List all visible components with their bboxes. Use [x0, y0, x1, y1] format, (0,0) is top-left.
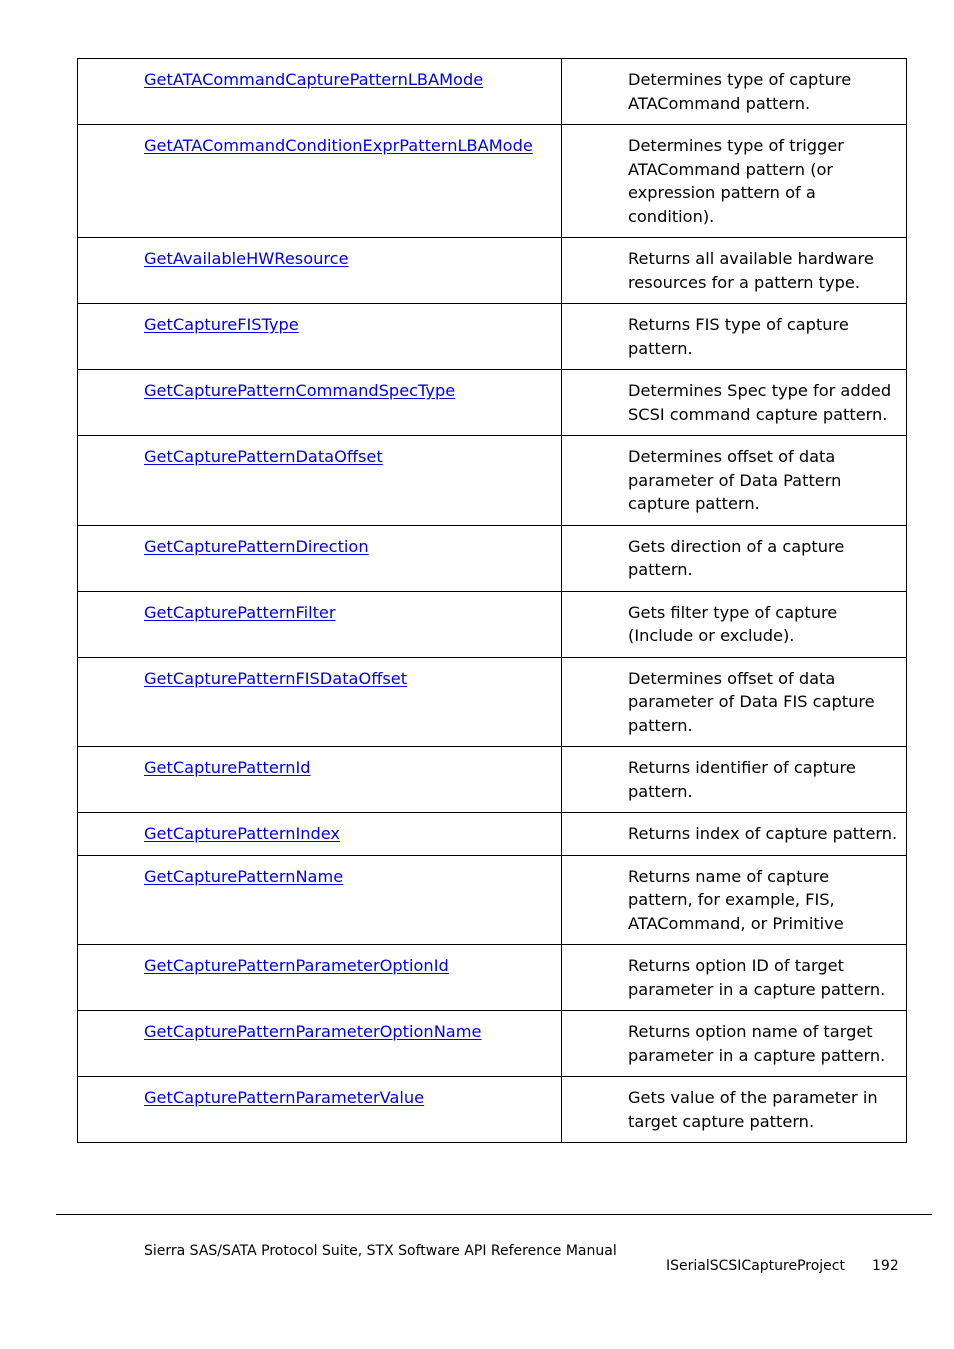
description-cell: Returns FIS type of capture pattern.	[562, 304, 907, 370]
method-link[interactable]: GetCapturePatternId	[144, 758, 311, 777]
method-link[interactable]: GetCapturePatternParameterOptionName	[144, 1022, 482, 1041]
method-cell	[78, 657, 562, 747]
description-cell: Determines type of trigger ATACommand pattern (or expression pattern of a condition).	[562, 125, 907, 238]
footer-divider	[56, 1214, 932, 1215]
table-row	[78, 1011, 907, 1077]
description-cell: Gets filter type of capture (Include or exclude).	[562, 591, 907, 657]
description-cell: Returns name of capture pattern, for example, FIS, ATACommand, or Primitive	[562, 855, 907, 945]
method-link[interactable]: GetCapturePatternFISDataOffset	[144, 668, 408, 688]
method-link[interactable]: GetCapturePatternParameterValue	[144, 1088, 425, 1107]
description-cell: Returns all available hardware resources for a pattern type.	[562, 238, 907, 304]
description-cell: Returns option name of target parameter in a capture pattern.	[562, 1011, 907, 1077]
table-row	[78, 304, 907, 370]
description-cell: Determines Spec type for added SCSI command capture pattern.	[562, 370, 907, 436]
method-link[interactable]: GetCapturePatternIndex	[144, 824, 341, 843]
api-method-table	[77, 58, 907, 1143]
description-cell: Returns option ID of target parameter in a capture pattern.	[562, 945, 907, 1011]
description-cell: Determines type of capture ATACommand pattern.	[562, 59, 907, 125]
method-link[interactable]: GetCapturePatternName	[144, 866, 344, 886]
table-row	[78, 238, 907, 304]
table-row	[78, 747, 907, 813]
method-link[interactable]: GetCapturePatternDirection	[144, 536, 369, 556]
method-link[interactable]: GetATACommandCapturePatternLBAMode	[144, 70, 484, 89]
method-cell	[78, 813, 562, 856]
method-link[interactable]: GetCapturePatternFilter	[144, 602, 336, 622]
footer-manual-title: Sierra SAS/SATA Protocol Suite, STX Software API Reference Manual	[144, 1243, 617, 1259]
table-row	[78, 525, 907, 591]
method-cell	[78, 945, 562, 1011]
method-cell	[78, 1011, 562, 1077]
method-link[interactable]: GetCaptureFISType	[144, 315, 299, 334]
method-cell	[78, 238, 562, 304]
method-cell	[78, 125, 562, 238]
method-cell	[78, 436, 562, 526]
method-cell	[78, 525, 562, 591]
method-link[interactable]: GetCapturePatternCommandSpecType	[144, 381, 456, 400]
method-link[interactable]: GetATACommandConditionExprPatternLBAMode	[144, 136, 533, 155]
method-link[interactable]: GetCapturePatternParameterOptionId	[144, 956, 449, 975]
table-row	[78, 1077, 907, 1143]
table-row	[78, 591, 907, 657]
table-row	[78, 125, 907, 238]
footer-section-name: ISerialSCSICaptureProject	[666, 1258, 845, 1274]
table-row	[78, 945, 907, 1011]
method-cell	[78, 59, 562, 125]
table-row	[78, 657, 907, 747]
method-cell	[78, 1077, 562, 1143]
description-cell: Returns index of capture pattern.	[562, 813, 907, 856]
description-cell: Determines offset of data parameter of Data FIS capture pattern.	[562, 657, 907, 747]
description-cell: Gets value of the parameter in target capture pattern.	[562, 1077, 907, 1143]
method-cell	[78, 591, 562, 657]
method-cell	[78, 747, 562, 813]
footer-page-number: 192	[872, 1258, 899, 1274]
method-cell	[78, 370, 562, 436]
method-cell	[78, 855, 562, 945]
method-link[interactable]: GetCapturePatternDataOffset	[144, 447, 383, 466]
method-link[interactable]: GetAvailableHWResource	[144, 249, 349, 268]
table-row	[78, 370, 907, 436]
table-row	[78, 59, 907, 125]
method-cell	[78, 304, 562, 370]
table-row	[78, 436, 907, 526]
table-row	[78, 813, 907, 856]
description-cell: Determines offset of data parameter of Data Pattern capture pattern.	[562, 436, 907, 526]
table-row	[78, 855, 907, 945]
description-cell: Returns identifier of capture pattern.	[562, 747, 907, 813]
description-cell: Gets direction of a capture pattern.	[562, 525, 907, 591]
